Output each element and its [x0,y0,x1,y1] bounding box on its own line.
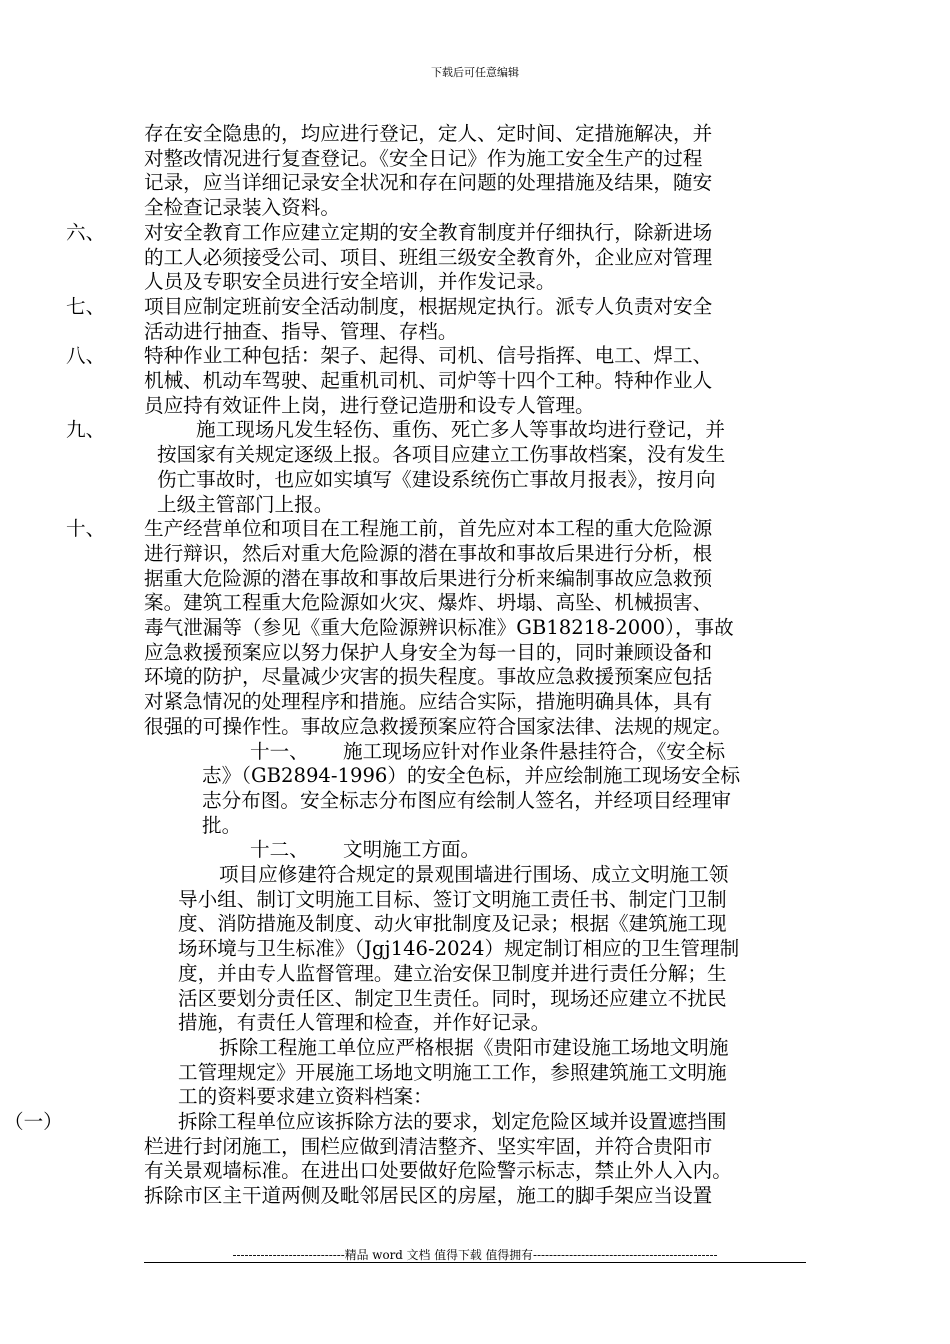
text-line: 的工人必须接受公司、项目、班组三级安全教育外，企业应对管理 [144,245,713,269]
text-line: 案。建筑工程重大危险源如火灾、爆炸、坍塌、高坠、机械损害、 [144,591,713,615]
text-line: 特种作业工种包括：架子、起得、司机、信号指挥、电工、焊工、 [144,344,713,368]
text-line: 导小组、制订文明施工目标、签订文明施工责任书、制定门卫制 [178,887,727,911]
text-line: 志分布图。安全标志分布图应有绘制人签名，并经项目经理审 [202,788,732,812]
text-line: 活区要划分责任区、制定卫生责任。同时，现场还应建立不扰民 [178,986,727,1010]
text-line: 对紧急情况的处理程序和措施。应结合实际，措施明确具体，具有 [144,690,713,714]
item-number: 八、 [66,344,106,368]
text-line: 应急救援预案应以努力保护人身安全为每一目的，同时兼顾设备和 [144,640,713,664]
text-line: 工的资料要求建立资料档案： [178,1085,433,1109]
text-line: 伤亡事故时，也应如实填写《建设系统伤亡事故月报表》，按月向 [157,467,716,491]
footer-rule [144,1262,806,1263]
text-line: 活动进行抽查、指导、管理、存档。 [144,319,458,343]
text-line: 拆除工程单位应该拆除方法的要求，划定危险区域并设置遮挡围 [178,1110,727,1133]
item-number: 十、 [66,517,106,541]
text-line: 施工现场应针对作业条件悬挂符合，《安全标 [343,739,726,763]
item-number: 九、 [66,418,106,442]
text-line: 进行辩识，然后对重大危险源的潜在事故和事故后果进行分析，根 [144,541,713,565]
item-number: 十一、 [250,739,309,763]
page-footer: ----------------------------精品 word 文档 值得下载 值得拥有---------------------------------------------- [232,1248,718,1262]
text-line: 有关景观墙标准。在进出口处要做好危险警示标志，禁止外人入内。 [144,1159,732,1183]
text-line: 拆除工程施工单位应严格根据《贵阳市建设施工场地文明施 [219,1035,729,1059]
text-line: 上级主管部门上报。 [157,492,334,516]
text-line: 拆除市区主干道两侧及毗邻居民区的房屋，施工的脚手架应当设置 [144,1184,713,1208]
text-line: 场环境与卫生标准》（Jgj146-2024）规定制订相应的卫生管理制 [178,937,740,961]
page-header: 下载后可任意编辑 [431,66,519,79]
text-line: 文明施工方面。 [343,838,481,862]
text-line: 项目应修建符合规定的景观围墙进行围场、成立文明施工领 [219,863,729,886]
text-line: 对整改情况进行复查登记。《安全日记》作为施工安全生产的过程 [144,146,703,170]
item-number: 六、 [66,220,106,244]
text-line: 人员及专职安全员进行安全培训，并作发记录。 [144,270,556,294]
text-line: 机械、机动车驾驶、起重机司机、司炉等十四个工种。特种作业人 [144,369,713,392]
text-line: 记录，应当详细记录安全状况和存在问题的处理措施及结果，随安 [144,171,713,195]
text-line: 生产经营单位和项目在工程施工前，首先应对本工程的重大危险源 [144,517,713,541]
text-line: 度、消防措施及制度、动火审批制度及记录；根据《建筑施工现 [178,912,727,936]
item-number: 七、 [66,294,106,318]
text-line: 栏进行封闭施工，围栏应做到清洁整齐、坚实牢固，并符合贵阳市 [144,1134,713,1158]
text-line: 毒气泄漏等（参见《重大危险源辨识标准》GB18218-2000），事故 [144,616,734,639]
text-line: 按国家有关规定逐级上报。各项目应建立工伤事故档案，没有发生 [157,443,726,467]
text-line: 志》（GB2894-1996）的安全色标，并应绘制施工现场安全标 [202,764,741,788]
text-line: 全检查记录装入资料。 [144,196,340,220]
item-number: 十二、 [250,838,309,862]
text-line: 环境的防护，尽量减少灾害的损失程度。事故应急救援预案应包括 [144,665,713,689]
text-line: 项目应制定班前安全活动制度，根据规定执行。派专人负责对安全 [144,294,713,318]
text-line: 施工现场凡发生轻伤、重伤、死亡多人等事故均进行登记，并 [196,418,726,442]
text-line: 存在安全隐患的，均应进行登记，定人、定时间、定措施解决，并 [144,122,713,145]
text-line: 据重大危险源的潜在事故和事故后果进行分析来编制事故应急救预 [144,566,713,590]
text-line: 度，并由专人监督管理。建立治安保卫制度并进行责任分解；生 [178,961,727,985]
text-line: 很强的可操作性。事故应急救援预案应符合国家法律、法规的规定。 [144,714,732,738]
text-line: 员应持有效证件上岗，进行登记造册和设专人管理。 [144,393,595,417]
text-line: 对安全教育工作应建立定期的安全教育制度并仔细执行，除新进场 [144,220,713,244]
text-line: 工管理规定》开展施工场地文明施工工作，参照建筑施工文明施 [178,1060,727,1084]
text-line: 措施，有责任人管理和检查，并作好记录。 [178,1011,551,1035]
text-line: 批。 [202,813,242,837]
item-number: （一） [4,1110,63,1133]
